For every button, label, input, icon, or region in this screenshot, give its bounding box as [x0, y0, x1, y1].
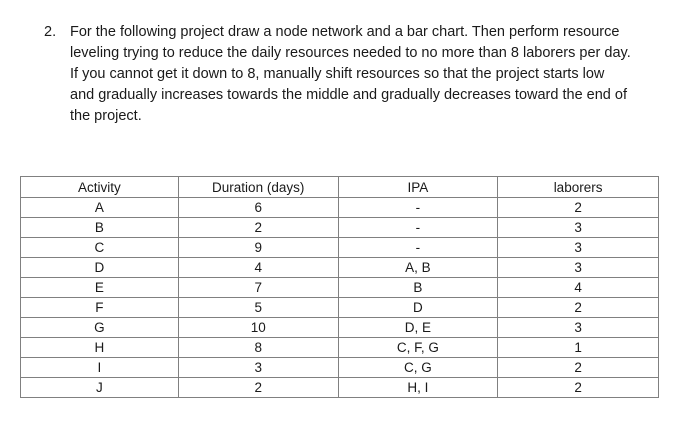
cell-laborers: 2 — [498, 378, 659, 398]
cell-activity: H — [21, 338, 179, 358]
cell-laborers: 3 — [498, 218, 659, 238]
cell-duration: 9 — [178, 238, 338, 258]
cell-activity: G — [21, 318, 179, 338]
cell-ipa: C, F, G — [338, 338, 498, 358]
header-ipa: IPA — [338, 177, 498, 198]
cell-ipa: D, E — [338, 318, 498, 338]
question-block — [44, 22, 674, 127]
table-row — [21, 338, 659, 358]
table-row — [21, 298, 659, 318]
cell-laborers: 1 — [498, 338, 659, 358]
cell-duration: 4 — [178, 258, 338, 278]
table-row — [21, 358, 659, 378]
table-row — [21, 258, 659, 278]
cell-activity: D — [21, 258, 179, 278]
activity-table — [20, 176, 659, 398]
cell-laborers: 3 — [498, 238, 659, 258]
table-row — [21, 238, 659, 258]
cell-activity: F — [21, 298, 179, 318]
cell-laborers: 2 — [498, 298, 659, 318]
cell-ipa: - — [338, 218, 498, 238]
question-line: For the following project draw a node network and a bar chart. Then perform resource — [70, 24, 620, 40]
table-row — [21, 378, 659, 398]
cell-laborers: 3 — [498, 318, 659, 338]
cell-activity: I — [21, 358, 179, 378]
cell-duration: 2 — [178, 218, 338, 238]
cell-ipa: - — [338, 238, 498, 258]
question-text — [70, 22, 674, 127]
cell-ipa: H, I — [338, 378, 498, 398]
cell-ipa: D — [338, 298, 498, 318]
cell-laborers: 4 — [498, 278, 659, 298]
cell-duration: 3 — [178, 358, 338, 378]
question-line: If you cannot get it down to 8, manually shift resources so that the project starts low — [70, 66, 605, 82]
cell-duration: 5 — [178, 298, 338, 318]
cell-activity: B — [21, 218, 179, 238]
cell-laborers: 2 — [498, 358, 659, 378]
cell-duration: 2 — [178, 378, 338, 398]
cell-activity: E — [21, 278, 179, 298]
cell-ipa: B — [338, 278, 498, 298]
cell-duration: 10 — [178, 318, 338, 338]
cell-duration: 6 — [178, 198, 338, 218]
question-number: 2. — [44, 24, 57, 40]
cell-activity: J — [21, 378, 179, 398]
table-row — [21, 318, 659, 338]
table-row — [21, 218, 659, 238]
table-row — [21, 278, 659, 298]
cell-duration: 8 — [178, 338, 338, 358]
cell-ipa: A, B — [338, 258, 498, 278]
cell-ipa: C, G — [338, 358, 498, 378]
header-duration: Duration (days) — [178, 177, 338, 198]
table-row — [21, 198, 659, 218]
cell-laborers: 2 — [498, 198, 659, 218]
header-activity: Activity — [21, 177, 179, 198]
question-line: leveling trying to reduce the daily resources needed to no more than 8 laborers per day. — [70, 45, 631, 61]
cell-activity: C — [21, 238, 179, 258]
header-laborers: laborers — [498, 177, 659, 198]
table-header-row — [21, 177, 659, 198]
question-line: the project. — [70, 108, 142, 124]
cell-activity: A — [21, 198, 179, 218]
question-line: and gradually increases towards the middle and gradually decreases toward the end of — [70, 87, 627, 103]
cell-laborers: 3 — [498, 258, 659, 278]
cell-ipa: - — [338, 198, 498, 218]
cell-duration: 7 — [178, 278, 338, 298]
